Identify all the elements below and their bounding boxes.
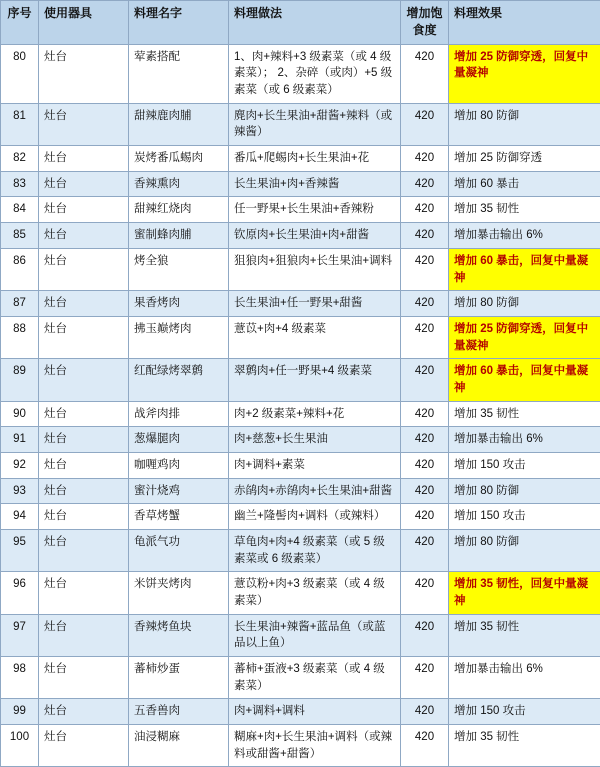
column-header-method: 料理做法	[229, 1, 401, 45]
cell-method: 番瓜+爬蜴肉+长生果油+花	[229, 146, 401, 172]
column-header-index: 序号	[1, 1, 39, 45]
cell-effect: 增加 35 韧性	[449, 197, 600, 223]
cell-method: 长生果油+辣酱+蓝品鱼（或蓝品以上鱼）	[229, 614, 401, 656]
column-header-name: 料理名字	[129, 1, 229, 45]
cell-fullness: 420	[401, 724, 449, 766]
cell-index: 87	[1, 291, 39, 317]
cell-effect: 增加 80 防御	[449, 291, 600, 317]
cell-method: 1、肉+辣料+3 级素菜（或 4 级素菜）； 2、杂碎（或肉）+5 级素菜（或 6 级素菜）	[229, 44, 401, 103]
column-header-tool: 使用器具	[39, 1, 129, 45]
cell-index: 80	[1, 44, 39, 103]
cell-effect: 增加 35 韧性	[449, 401, 600, 427]
table-row	[1, 572, 600, 614]
cell-fullness: 420	[401, 291, 449, 317]
cell-name: 蜜汁烧鸡	[129, 478, 229, 504]
cell-index: 82	[1, 146, 39, 172]
table-row	[1, 504, 600, 530]
cell-name: 葱爆腿肉	[129, 427, 229, 453]
column-header-effect: 料理效果	[449, 1, 600, 45]
cell-method: 翠鹩肉+任一野果+4 级素菜	[229, 359, 401, 401]
table-row	[1, 291, 600, 317]
cell-index: 95	[1, 529, 39, 571]
table-row	[1, 452, 600, 478]
cell-name: 荤素搭配	[129, 44, 229, 103]
cell-tool: 灶台	[39, 146, 129, 172]
cell-effect: 增加暴击输出 6%	[449, 223, 600, 249]
cell-effect: 增加 35 韧性	[449, 724, 600, 766]
cell-fullness: 420	[401, 103, 449, 145]
cell-fullness: 420	[401, 146, 449, 172]
cell-name: 红配绿烤翠鹩	[129, 359, 229, 401]
table-row	[1, 614, 600, 656]
cell-method: 长生果油+任一野果+甜酱	[229, 291, 401, 317]
cell-fullness: 420	[401, 248, 449, 290]
cell-tool: 灶台	[39, 359, 129, 401]
cell-effect: 增加 25 防御穿透，回复中量凝神	[449, 44, 600, 103]
table-row	[1, 401, 600, 427]
cell-effect: 增加 150 攻击	[449, 452, 600, 478]
table-row	[1, 223, 600, 249]
cell-effect: 增加 25 防御穿透，回复中量凝神	[449, 316, 600, 358]
cell-tool: 灶台	[39, 44, 129, 103]
cell-fullness: 420	[401, 223, 449, 249]
cell-index: 97	[1, 614, 39, 656]
cell-method: 狙狼肉+狙狼肉+长生果油+调料	[229, 248, 401, 290]
cell-effect: 增加 60 暴击	[449, 171, 600, 197]
cell-tool: 灶台	[39, 197, 129, 223]
cell-name: 甜辣红烧肉	[129, 197, 229, 223]
cell-name: 五香兽肉	[129, 699, 229, 725]
table-row	[1, 44, 600, 103]
cell-index: 81	[1, 103, 39, 145]
cell-name: 龟派气功	[129, 529, 229, 571]
cell-index: 88	[1, 316, 39, 358]
cell-method: 肉+调料+调料	[229, 699, 401, 725]
cell-effect: 增加 35 韧性	[449, 614, 600, 656]
cell-fullness: 420	[401, 656, 449, 698]
cell-tool: 灶台	[39, 291, 129, 317]
cell-index: 84	[1, 197, 39, 223]
cell-tool: 灶台	[39, 504, 129, 530]
table-row	[1, 699, 600, 725]
cell-fullness: 420	[401, 44, 449, 103]
cell-fullness: 420	[401, 452, 449, 478]
cell-tool: 灶台	[39, 171, 129, 197]
cell-effect: 增加 25 防御穿透	[449, 146, 600, 172]
table-row	[1, 197, 600, 223]
cell-tool: 灶台	[39, 614, 129, 656]
cell-index: 85	[1, 223, 39, 249]
cell-tool: 灶台	[39, 248, 129, 290]
cell-fullness: 420	[401, 359, 449, 401]
cell-index: 86	[1, 248, 39, 290]
cell-tool: 灶台	[39, 572, 129, 614]
table-body	[1, 44, 600, 767]
cell-name: 咖喱鸡肉	[129, 452, 229, 478]
column-header-fullness: 增加饱食度	[401, 1, 449, 45]
cell-index: 99	[1, 699, 39, 725]
table-row	[1, 316, 600, 358]
table-row	[1, 478, 600, 504]
cell-method: 任一野果+长生果油+香辣粉	[229, 197, 401, 223]
cell-method: 长生果油+肉+香辣酱	[229, 171, 401, 197]
cell-name: 米饼夹烤肉	[129, 572, 229, 614]
cell-fullness: 420	[401, 529, 449, 571]
cell-name: 炭烤番瓜蜴肉	[129, 146, 229, 172]
cell-tool: 灶台	[39, 401, 129, 427]
table-header	[1, 1, 600, 45]
cell-tool: 灶台	[39, 699, 129, 725]
cell-method: 钦原肉+长生果油+肉+甜酱	[229, 223, 401, 249]
cell-index: 93	[1, 478, 39, 504]
cell-index: 92	[1, 452, 39, 478]
cell-method: 麂肉+长生果油+甜酱+辣料（或辣酱）	[229, 103, 401, 145]
cell-index: 83	[1, 171, 39, 197]
table-row	[1, 171, 600, 197]
cell-method: 肉+2 级素菜+辣料+花	[229, 401, 401, 427]
cell-method: 糊麻+肉+长生果油+调料（或辣料或甜酱+甜酱）	[229, 724, 401, 766]
cell-effect: 增加暴击输出 6%	[449, 656, 600, 698]
cell-index: 90	[1, 401, 39, 427]
cell-fullness: 420	[401, 614, 449, 656]
cell-effect: 增加 80 防御	[449, 103, 600, 145]
cell-name: 香辣熏肉	[129, 171, 229, 197]
cell-fullness: 420	[401, 316, 449, 358]
cell-tool: 灶台	[39, 103, 129, 145]
cell-index: 100	[1, 724, 39, 766]
table-row	[1, 724, 600, 766]
cell-fullness: 420	[401, 427, 449, 453]
cell-name: 蜜制蜂肉脯	[129, 223, 229, 249]
cell-method: 肉+调料+素菜	[229, 452, 401, 478]
table-row	[1, 103, 600, 145]
cell-method: 薏苡粉+肉+3 级素菜（或 4 级素菜）	[229, 572, 401, 614]
cell-effect: 增加 80 防御	[449, 478, 600, 504]
cell-tool: 灶台	[39, 427, 129, 453]
cell-method: 幽兰+隆髻肉+调料（或辣料）	[229, 504, 401, 530]
cell-fullness: 420	[401, 171, 449, 197]
cell-tool: 灶台	[39, 223, 129, 249]
cell-method: 薏苡+肉+4 级素菜	[229, 316, 401, 358]
cell-effect: 增加 35 韧性，回复中量凝神	[449, 572, 600, 614]
cell-method: 草龟肉+肉+4 级素菜（或 5 级素菜或 6 级素菜）	[229, 529, 401, 571]
cell-fullness: 420	[401, 478, 449, 504]
cell-name: 果香烤肉	[129, 291, 229, 317]
cell-fullness: 420	[401, 699, 449, 725]
cell-index: 91	[1, 427, 39, 453]
cell-tool: 灶台	[39, 656, 129, 698]
cell-name: 甜辣鹿肉脯	[129, 103, 229, 145]
cell-effect: 增加 80 防御	[449, 529, 600, 571]
table-row	[1, 529, 600, 571]
cell-name: 战斧肉排	[129, 401, 229, 427]
table-row	[1, 656, 600, 698]
cell-name: 油浸糊麻	[129, 724, 229, 766]
cell-name: 烤全狼	[129, 248, 229, 290]
cell-name: 蕃柿炒蛋	[129, 656, 229, 698]
cell-fullness: 420	[401, 401, 449, 427]
cell-effect: 增加 60 暴击，回复中量凝神	[449, 359, 600, 401]
cell-name: 香辣烤鱼块	[129, 614, 229, 656]
cell-effect: 增加暴击输出 6%	[449, 427, 600, 453]
cell-method: 赤鹐肉+赤鹐肉+长生果油+甜酱	[229, 478, 401, 504]
cell-tool: 灶台	[39, 452, 129, 478]
cell-effect: 增加 150 攻击	[449, 504, 600, 530]
cell-method: 蕃柿+蛋液+3 级素菜（或 4 级素菜）	[229, 656, 401, 698]
cell-index: 96	[1, 572, 39, 614]
cell-index: 98	[1, 656, 39, 698]
table-row	[1, 359, 600, 401]
table-row	[1, 146, 600, 172]
cell-effect: 增加 150 攻击	[449, 699, 600, 725]
table-row	[1, 427, 600, 453]
cell-method: 肉+慈葱+长生果油	[229, 427, 401, 453]
table-row	[1, 248, 600, 290]
cell-fullness: 420	[401, 572, 449, 614]
cell-fullness: 420	[401, 197, 449, 223]
cell-index: 89	[1, 359, 39, 401]
cell-index: 94	[1, 504, 39, 530]
cell-name: 拂玉巅烤肉	[129, 316, 229, 358]
cell-tool: 灶台	[39, 529, 129, 571]
cell-tool: 灶台	[39, 316, 129, 358]
cell-tool: 灶台	[39, 478, 129, 504]
cell-fullness: 420	[401, 504, 449, 530]
cell-tool: 灶台	[39, 724, 129, 766]
cell-name: 香草烤蟹	[129, 504, 229, 530]
cell-effect: 增加 60 暴击，回复中量凝神	[449, 248, 600, 290]
table-header-row	[1, 1, 600, 45]
